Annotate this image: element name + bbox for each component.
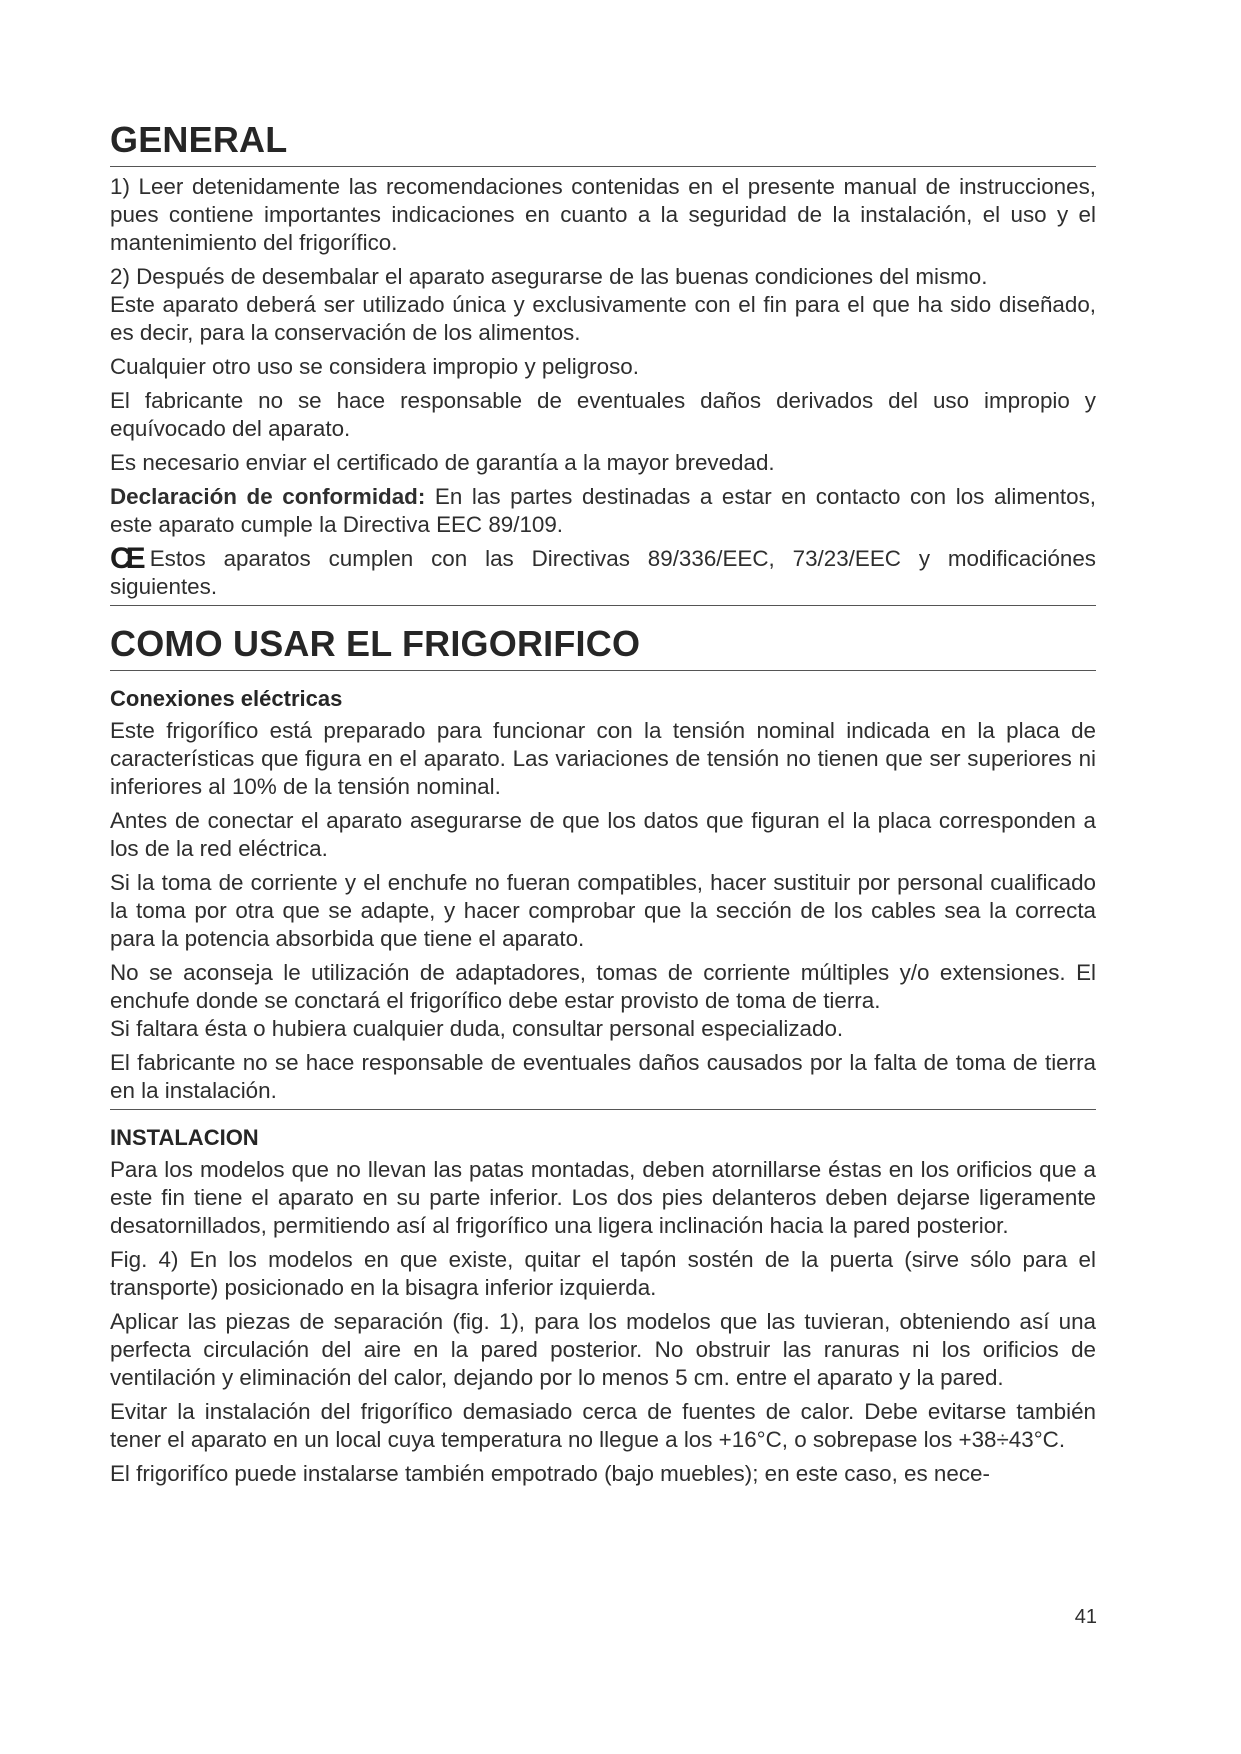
general-paragraph-3: Cualquier otro uso se considera impropio y peligroso. xyxy=(110,354,639,379)
electrical-paragraph-3: Si la toma de corriente y el enchufe no fueran compatibles, hacer sustituir por personal cualificado la toma por otra que se adapte, y hacer comprobar que la sección de los cables sea la correcta para la potencia absorbida que tiene el aparato. xyxy=(110,870,1096,951)
document-page xyxy=(110,118,1096,1494)
general-paragraph-1: 1) Leer detenidamente las recomendaciones contenidas en el presente manual de instrucciones, pues contiene importantes indicaciones en cuanto a la seguridad de la instalación, el uso y el mantenimiento del frigorífico. xyxy=(110,174,1096,255)
electrical-paragraph-1: Este frigorífico está preparado para funcionar con la tensión nominal indicada en la placa de características que figura en el aparato. Las variaciones de tensión no tienen que ser superiores ni inferiores al 10% de la tensión nominal. xyxy=(110,718,1096,799)
installation-paragraph-1: Para los modelos que no llevan las patas montadas, deben atornillarse éstas en los orificios que a este fin tiene el aparato en su parte inferior. Los dos pies delanteros deben dejarse ligeramente desatornillados, permitiendo así al frigorífico una ligera inclinación hacia la pared posterior. xyxy=(110,1157,1096,1238)
declaration-text: En las partes destinadas a estar en contacto con los alimentos, este aparato cumple la Directiva EEC 89/109. xyxy=(110,484,1096,537)
general-paragraph-2a: 2) Después de desembalar el aparato asegurarse de las buenas condiciones del mismo. xyxy=(110,264,988,289)
installation-paragraph-3: Aplicar las piezas de separación (fig. 1), para los modelos que las tuvieran, obteniendo así una perfecta circulación del aire en la pared posterior. No obstruir las ranuras ni los orificios de ventilación y eliminación del calor, dejando por lo menos 5 cm. entre el aparato y la pared. xyxy=(110,1309,1096,1390)
ce-mark-icon: CE xyxy=(110,542,140,575)
electrical-paragraph-4b: Si faltara ésta o hubiera cualquier duda, consultar personal especializado. xyxy=(110,1016,844,1041)
declaration-paragraph xyxy=(110,483,1096,539)
installation-paragraph-4: Evitar la instalación del frigorífico demasiado cerca de fuentes de calor. Debe evitarse también tener el aparato en un local cuya temperatura no llegue a los +16°C, o sobrepase los +38÷43°C. xyxy=(110,1399,1096,1452)
installation-paragraph-2: Fig. 4) En los modelos en que existe, quitar el tapón sostén de la puerta (sirve sólo para el transporte) posicionado en la bisagra inferior izquierda. xyxy=(110,1247,1096,1300)
ce-text: Estos aparatos cumplen con las Directivas 89/336/EEC, 73/23/EEC y modificaciónes siguientes. xyxy=(110,546,1096,599)
electrical-paragraph-5: El fabricante no se hace responsable de eventuales daños causados por la falta de toma de tierra en la instalación. xyxy=(110,1049,1096,1110)
installation-paragraph-5: El frigorifíco puede instalarse también empotrado (bajo muebles); en este caso, es nece- xyxy=(110,1461,990,1486)
section-title-usage: COMO USAR EL FRIGORIFICO xyxy=(110,622,1096,671)
subheading-electrical-connections: Conexiones eléctricas xyxy=(110,686,343,711)
declaration-label: Declaración de conformidad: xyxy=(110,484,426,509)
page-number: 41 xyxy=(1074,1606,1097,1628)
subheading-installation: INSTALACION xyxy=(110,1125,259,1150)
electrical-paragraph-2: Antes de conectar el aparato asegurarse de que los datos que figuran el la placa corresponden a los de la red eléctrica. xyxy=(110,808,1096,861)
electrical-paragraph-4a: No se aconseja le utilización de adaptadores, tomas de corriente múltiples y/o extensiones. El enchufe donde se conctará el frigorífico debe estar provisto de toma de tierra. xyxy=(110,960,1096,1013)
general-paragraph-4: El fabricante no se hace responsable de eventuales daños derivados del uso impropio y equívocado del aparato. xyxy=(110,388,1096,441)
section-title-general: GENERAL xyxy=(110,118,1096,167)
general-paragraph-5: Es necesario enviar el certificado de garantía a la mayor brevedad. xyxy=(110,450,775,475)
ce-paragraph xyxy=(110,542,1096,606)
general-paragraph-2b: Este aparato deberá ser utilizado única y exclusivamente con el fin para el que ha sido diseñado, es decir, para la conservación de los alimentos. xyxy=(110,292,1096,345)
